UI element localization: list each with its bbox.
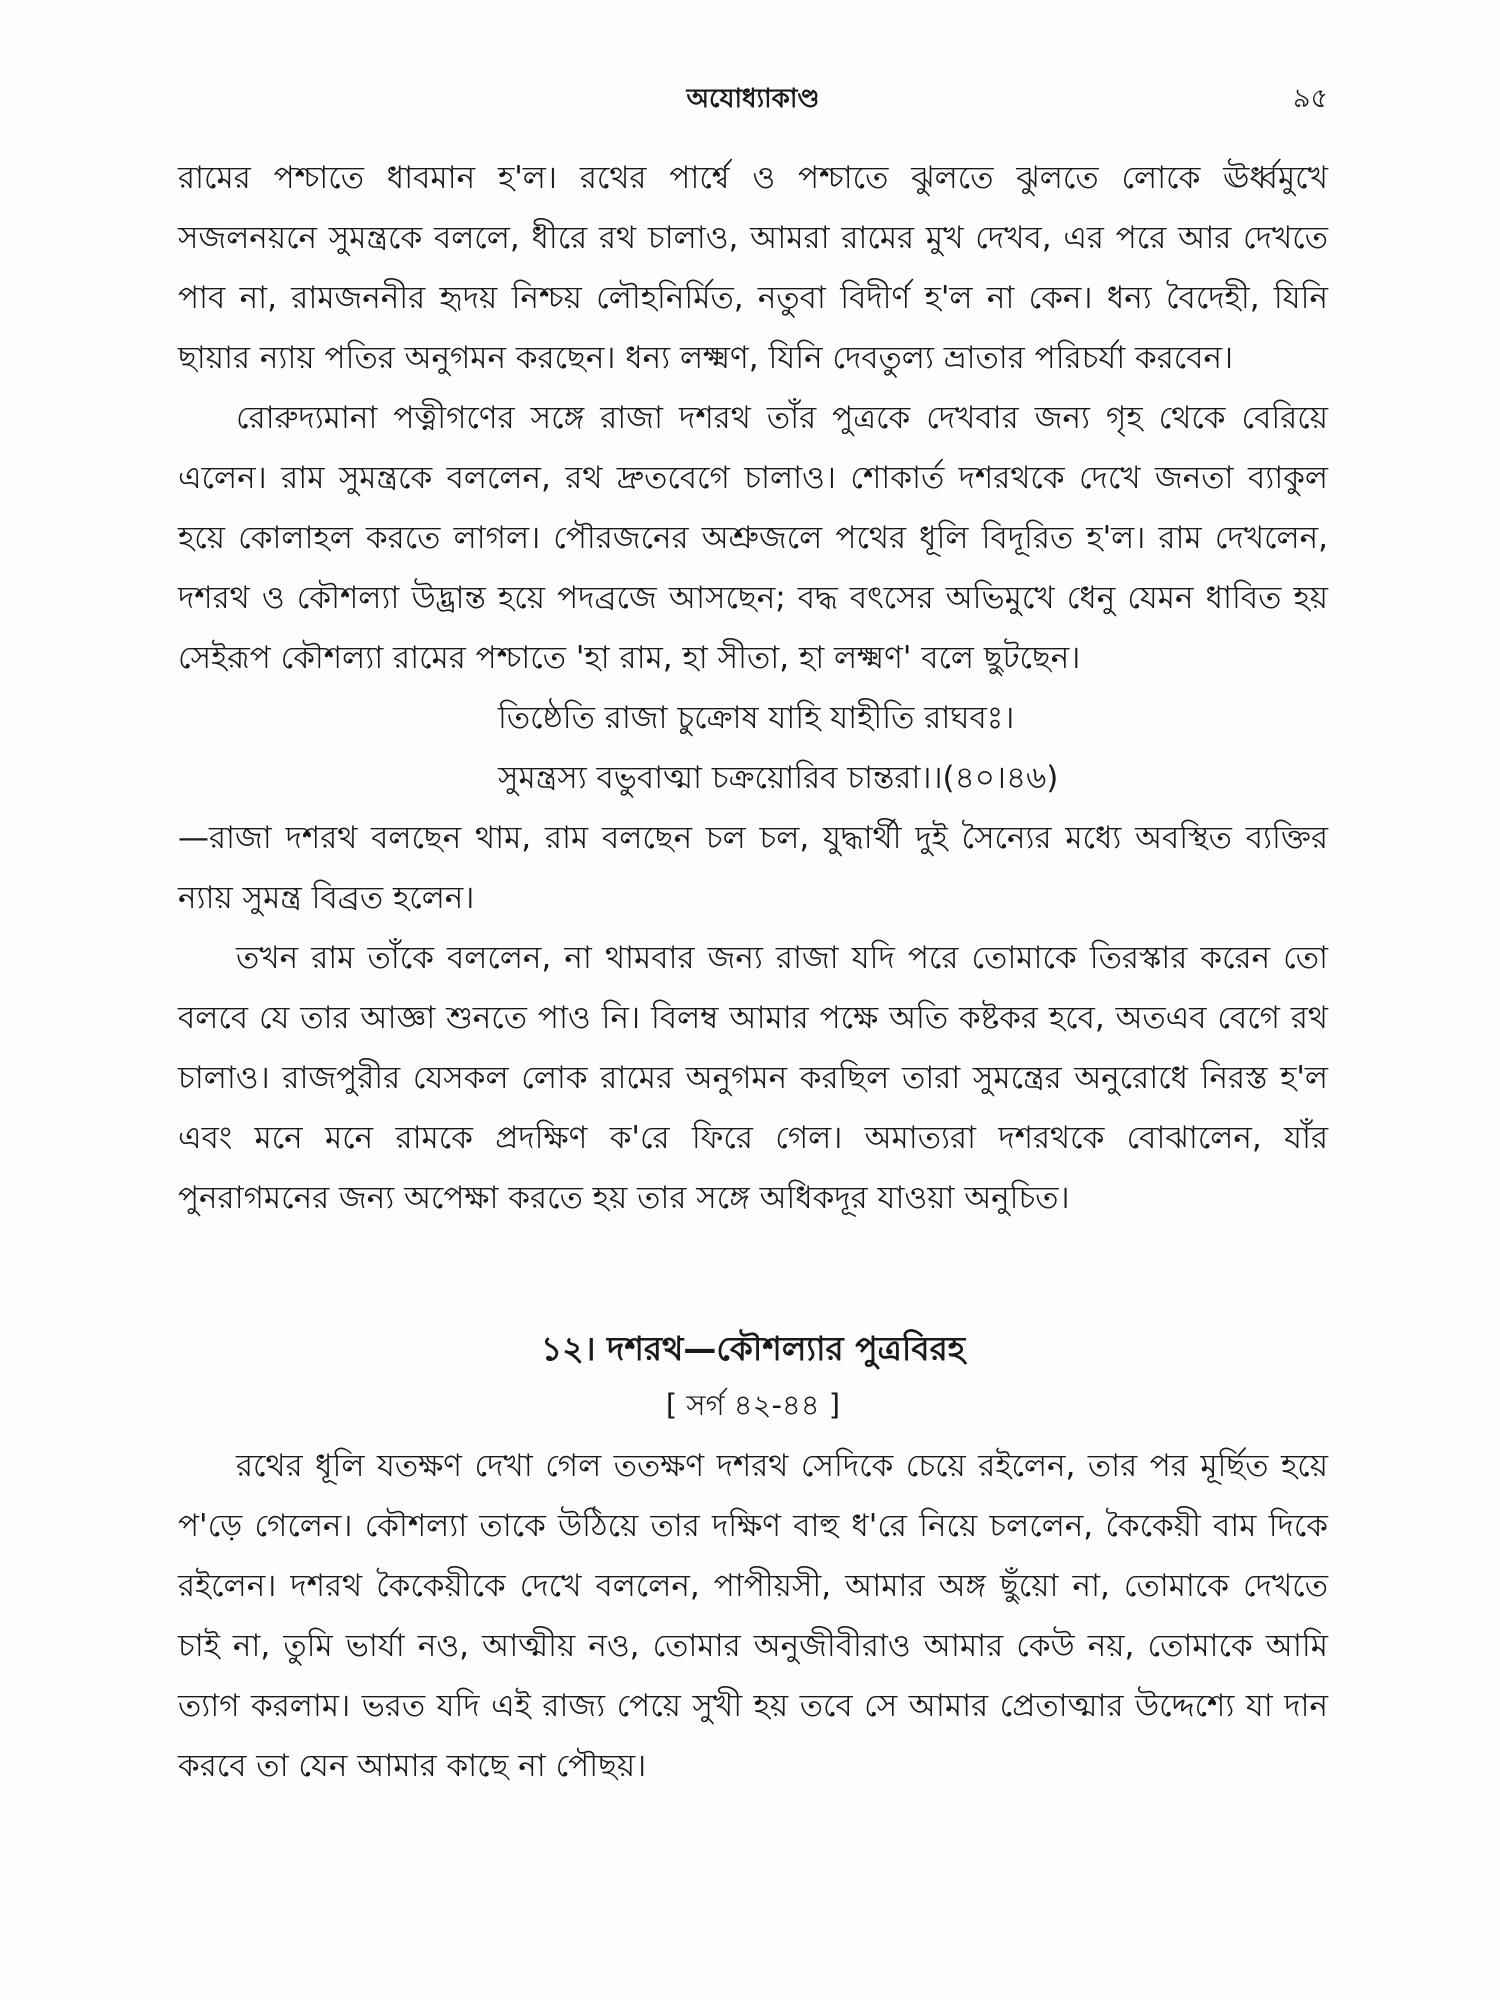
sanskrit-verse bbox=[178, 688, 1328, 808]
page-body bbox=[178, 148, 1328, 1796]
page-number: ৯৫ bbox=[1292, 83, 1328, 114]
section-spacer bbox=[178, 1228, 1328, 1320]
paragraph-3: —রাজা দশরথ বলছেন থাম, রাম বলছেন চল চল, যুদ্ধার্থী দুই সৈন্যের মধ্যে অবস্থিত ব্যক্তির ন্যায় সুমন্ত্র বিব্রত হলেন। bbox=[178, 820, 1328, 916]
chapter-paragraph-1: রথের ধূলি যতক্ষণ দেখা গেল ততক্ষণ দশরথ সেদিকে চেয়ে রইলেন, তার পর মূর্ছিত হয়ে প'ড়ে গেলেন। কৌশল্যা তাকে উঠিয়ে তার দক্ষিণ বাহু ধ'রে নিয়ে চললেন, কৈকেয়ী বাম দিকে রইলেন। দশরথ কৈকেয়ীকে দেখে বললেন, পাপীয়সী, আমার অঙ্গ ছুঁয়ো না, তোমাকে দেখতে চাই না, তুমি ভার্যা নও, আত্মীয় নও, তোমার অনুজীবীরাও আমার কেউ নয়, তোমাকে আমি ত্যাগ করলাম। ভরত যদি এই রাজ্য পেয়ে সুখী হয় তবে সে আমার প্রেতাত্মার উদ্দেশ্যে যা দান করবে তা যেন আমার কাছে না পৌছয়। bbox=[178, 1448, 1328, 1784]
verse-line-1: তিষ্ঠেতি রাজা চুক্রোষ যাহি যাহীতি রাঘবঃ। bbox=[498, 700, 1015, 736]
page-header bbox=[178, 78, 1328, 128]
chapter-title: ১২। দশরথ—কৌশল্যার পুত্রবিরহ bbox=[540, 1329, 966, 1368]
paragraph-2: রোরুদ্যমানা পত্নীগণের সঙ্গে রাজা দশরথ তাঁর পুত্রকে দেখবার জন্য গৃহ থেকে বেরিয়ে এলেন। রাম সুমন্ত্রকে বললেন, রথ দ্রুতবেগে চালাও। শোকার্ত দশরথকে দেখে জনতা ব্যাকুল হয়ে কোলাহল করতে লাগল। পৌরজনের অশ্রুজলে পথের ধূলি বিদূরিত হ'ল। রাম দেখলেন, দশরথ ও কৌশল্যা উদ্ভ্রান্ত হয়ে পদব্রজে আসছেন; বদ্ধ বৎসের অভিমুখে ধেনু যেমন ধাবিত হয় সেইরূপ কৌশল্যা রামের পশ্চাতে 'হা রাম, হা সীতা, হা লক্ষ্মণ' বলে ছুটছেন। bbox=[178, 400, 1328, 676]
running-head: অযোধ্যাকাণ্ড bbox=[686, 84, 820, 114]
verse-line-2: সুমন্ত্রস্য বভুবাত্মা চক্রয়োরিব চান্তরা।।(৪০।৪৬) bbox=[498, 760, 1059, 796]
paragraph-4: তখন রাম তাঁকে বললেন, না থামবার জন্য রাজা যদি পরে তোমাকে তিরস্কার করেন তো বলবে যে তার আজ্ঞা শুনতে পাও নি। বিলম্ব আমার পক্ষে অতি কষ্টকর হবে, অতএব বেগে রথ চালাও। রাজপুরীর যেসকল লোক রামের অনুগমন করছিল তারা সুমন্ত্রের অনুরোধে নিরস্ত হ'ল এবং মনে মনে রামকে প্রদক্ষিণ ক'রে ফিরে গেল। অমাত্যরা দশরথকে বোঝালেন, যাঁর পুনরাগমনের জন্য অপেক্ষা করতে হয় তার সঙ্গে অধিকদূর যাওয়া অনুচিত। bbox=[178, 940, 1328, 1216]
chapter-reference: [ সর্গ ৪২-৪৪ ] bbox=[665, 1388, 841, 1422]
paragraph-1: রামের পশ্চাতে ধাবমান হ'ল। রথের পার্শ্বে ও পশ্চাতে ঝুলতে ঝুলতে লোকে ঊর্ধ্বমুখে সজলনয়নে সুমন্ত্রকে বললে, ধীরে রথ চালাও, আমরা রামের মুখ দেখব, এর পরে আর দেখতে পাব না, রামজননীর হৃদয় নিশ্চয় লৌহনির্মিত, নতুবা বিদীর্ণ হ'ল না কেন। ধন্য বৈদেহী, যিনি ছায়ার ন্যায় পতির অনুগমন করছেন। ধন্য লক্ষ্মণ, যিনি দেবতুল্য ভ্রাতার পরিচর্যা করবেন। bbox=[178, 160, 1328, 376]
